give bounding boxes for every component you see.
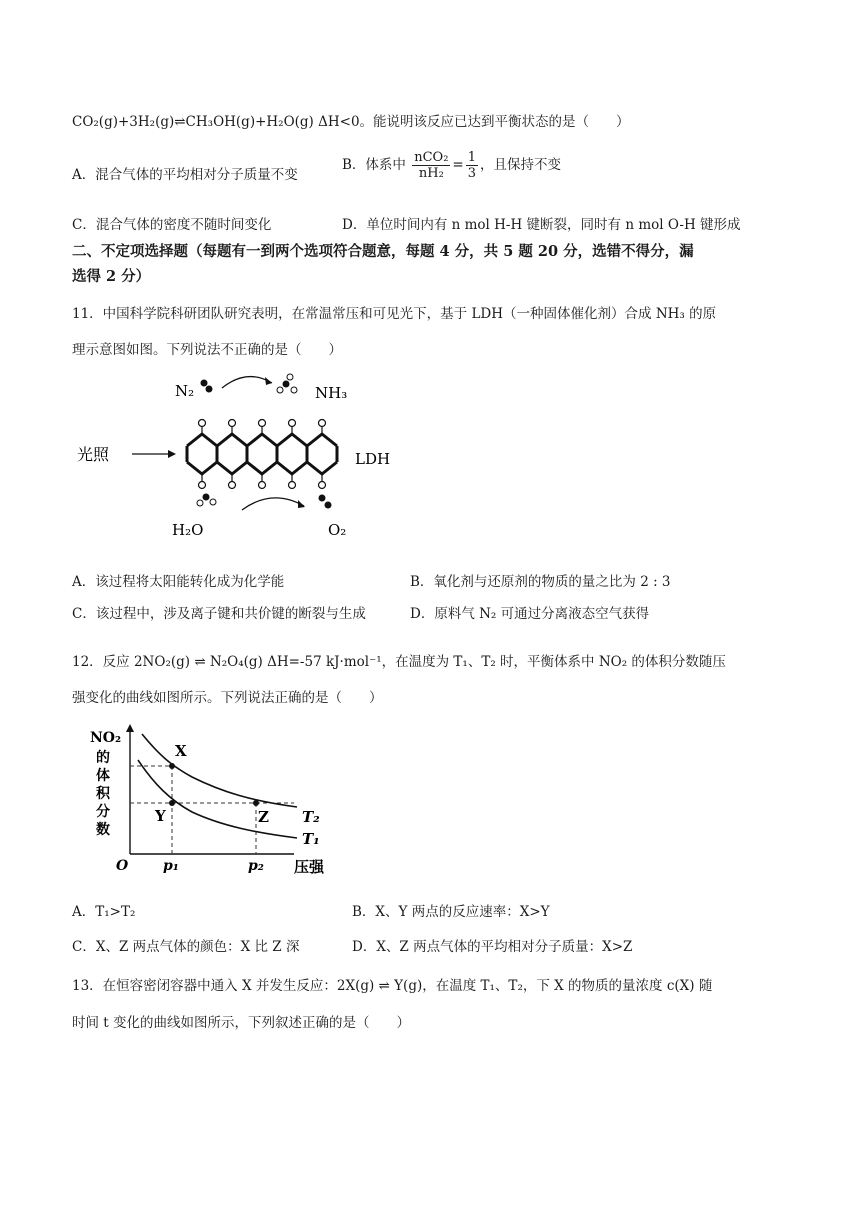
y-axis-label-char3: 积 <box>96 786 110 802</box>
y-axis-label-char1: 的 <box>96 750 110 766</box>
p2-label: p₂ <box>248 858 264 874</box>
q10-one: 1 <box>467 150 477 165</box>
q10-option-d: D．单位时间内有 n mol H-H 键断裂，同时有 n mol O-H 键形成 <box>342 217 741 233</box>
q10-stem <box>72 110 630 130</box>
t2-label: T₂ <box>302 808 320 826</box>
light-label: 光照 <box>77 445 110 464</box>
q12-stem-line1: 12．反应 2NO₂(g) ⇌ N₂O₄(g) ΔH=-57 kJ·mol⁻¹，在温度为 T₁、T₂ 时，平衡体系中 NO₂ 的体积分数随压 <box>72 654 726 670</box>
q10-option-b-suffix: ，且保持不变 <box>480 157 562 173</box>
y-axis-label-char2: 体 <box>96 768 110 784</box>
q10-ratio-numerator: nCO₂ <box>414 150 449 165</box>
section-2-heading-line2: 选得 2 分） <box>72 268 151 285</box>
q13-stem-line2: 时间 t 变化的曲线如图所示，下列叙述正确的是（ ） <box>72 1015 411 1031</box>
q10-one-third-fraction <box>466 150 478 181</box>
nh3-label: NH₃ <box>315 384 348 402</box>
q12-pressure-graph <box>72 722 362 882</box>
n2-label: N₂ <box>175 382 195 400</box>
q12-option-b: B．X、Y 两点的反应速率：X>Y <box>352 904 550 920</box>
q10-ratio-equals: = <box>452 157 464 173</box>
q11-stem-line2: 理示意图如图。下列说法不正确的是（ ） <box>72 342 342 358</box>
point-y <box>169 800 175 806</box>
q10-option-c: C．混合气体的密度不随时间变化 <box>72 217 272 233</box>
q11-ldh-diagram <box>72 368 412 553</box>
q11-option-a: A．该过程将太阳能转化成为化学能 <box>72 574 285 590</box>
t1-curve <box>138 760 297 838</box>
q10-stem-text: 。能说明该反应已达到平衡状态的是（ ） <box>359 114 630 130</box>
origin-label: O <box>116 858 129 874</box>
q11-option-d: D．原料气 N₂ 可通过分离液态空气获得 <box>410 606 650 622</box>
q10-option-b <box>342 150 561 181</box>
q10-equation: CO₂(g)+3H₂(g)⇌CH₃OH(g)+H₂O(g) ΔH<0 <box>72 114 360 130</box>
y-point-label: Y <box>155 807 166 825</box>
q12-stem-line2: 强变化的曲线如图所示。下列说法正确的是（ ） <box>72 690 383 706</box>
h2o-label: H₂O <box>172 521 204 539</box>
section-2-heading-line1: 二、不定项选择题（每题有一到两个选项符合题意，每题 4 分，共 5 题 20 分，选错不得分，漏 <box>72 243 694 260</box>
y-axis-label-char5: 数 <box>96 822 110 838</box>
p1-label: p₁ <box>163 858 179 874</box>
q11-stem-line1: 11．中国科学院科研团队研究表明，在常温常压和可见光下，基于 LDH（一种固体催化剂）合成 NH₃ 的原 <box>72 306 717 322</box>
y-axis-label-no2: NO₂ <box>90 730 122 746</box>
ldh-label: LDH <box>355 450 391 468</box>
q10-option-b-prefix: B．体系中 <box>342 157 406 173</box>
q10-ratio-denominator: nH₂ <box>418 166 444 181</box>
x-axis-label: 压强 <box>294 858 325 876</box>
q10-option-a: A．混合气体的平均相对分子质量不变 <box>72 167 298 183</box>
t2-curve <box>142 734 297 807</box>
q12-option-d: D．X、Z 两点气体的平均相对分子质量：X>Z <box>352 939 633 955</box>
q11-option-b: B．氧化剂与还原剂的物质的量之比为 2 : 3 <box>410 574 671 590</box>
q12-option-c: C．X、Z 两点气体的颜色：X 比 Z 深 <box>72 939 300 955</box>
q10-ratio-fraction <box>412 150 450 181</box>
o2-label: O₂ <box>328 521 347 539</box>
point-x <box>169 763 175 769</box>
y-axis-label-char4: 分 <box>96 804 110 820</box>
q13-stem-line1: 13．在恒容密闭容器中通入 X 并发生反应：2X(g) ⇌ Y(g)，在温度 T₁、T₂，下 X 的物质的量浓度 c(X) 随 <box>72 978 713 994</box>
q10-three: 3 <box>467 166 477 181</box>
t1-label: T₁ <box>302 830 320 848</box>
x-point-label: X <box>175 742 187 760</box>
q12-option-a: A．T₁>T₂ <box>72 904 136 920</box>
z-point-label: Z <box>258 808 269 826</box>
point-z <box>253 800 259 806</box>
q11-option-c: C．该过程中，涉及离子键和共价键的断裂与生成 <box>72 606 366 622</box>
